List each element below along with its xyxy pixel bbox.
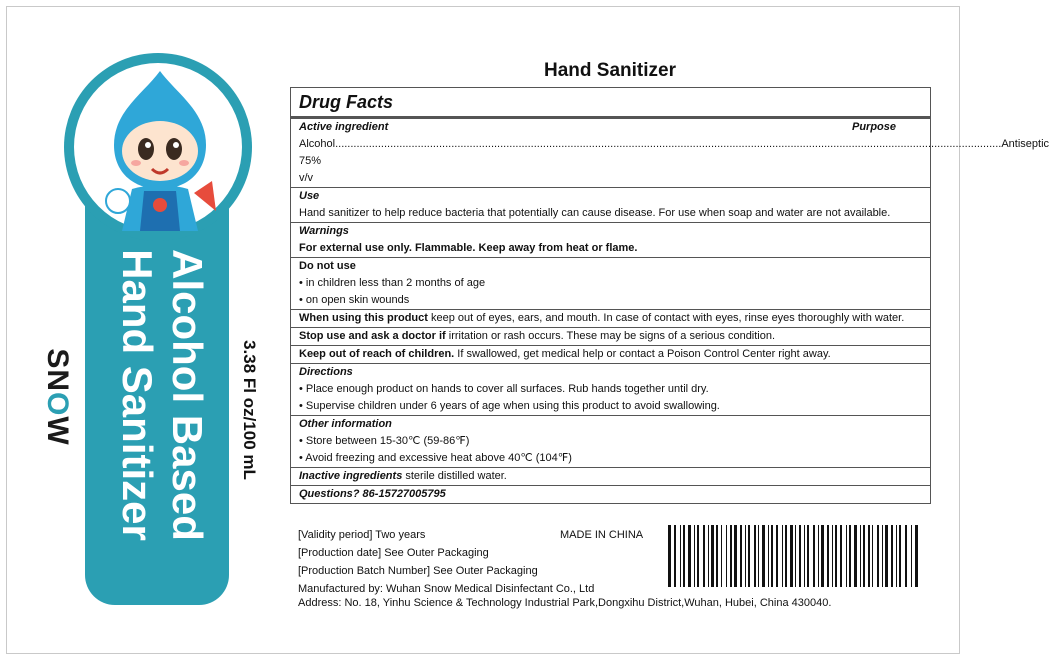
barcode-bar [846, 525, 847, 587]
barcode-bar [711, 525, 714, 587]
barcode-bar [688, 525, 691, 587]
when-using-label: When using this product [299, 312, 428, 324]
stop-use-text: irritation or rash occurs. These may be signs of a serious condition. [445, 330, 776, 342]
barcode-bar [911, 525, 912, 587]
barcode-bar [776, 525, 778, 587]
inactive-section [291, 468, 930, 486]
keep-out-label: Keep out of reach of children. [299, 348, 455, 360]
barcode-bar [835, 525, 837, 587]
directions-section [291, 364, 930, 416]
title-line-2: Hand Sanitizer [114, 249, 161, 541]
barcode-bar [807, 525, 809, 587]
manufacturer: Manufactured by: Wuhan Snow Medical Disinfectant Co., Ltd [298, 583, 595, 595]
barcode-bar [891, 525, 893, 587]
questions-text: Questions? 86-15727005795 [299, 488, 446, 500]
batch-number: [Production Batch Number] See Outer Packaging [298, 565, 538, 577]
when-using-section [291, 310, 930, 328]
barcode-bar [868, 525, 870, 587]
barcode-bar [821, 525, 824, 587]
barcode-bar [734, 525, 737, 587]
warnings-label: Warnings [299, 225, 349, 237]
barcode-bar [877, 525, 879, 587]
list-item: • Supervise children under 6 years of age when using this product to avoid swallowing. [299, 400, 720, 412]
list-item: • Store between 15-30℃ (59-86℉) [299, 435, 470, 447]
barcode-bar [818, 525, 819, 587]
warnings-section [291, 223, 930, 258]
barcode-bar [697, 525, 699, 587]
barcode-bar [703, 525, 705, 587]
do-not-use-label: Do not use [299, 260, 356, 272]
barcode-bar [915, 525, 918, 587]
inactive-label: Inactive ingredients [299, 470, 403, 482]
do-not-use-section [291, 258, 930, 310]
barcode-bar [668, 525, 671, 587]
barcode-bar [860, 525, 861, 587]
barcode-bar [885, 525, 888, 587]
barcode-bar [782, 525, 783, 587]
barcode-bar [804, 525, 805, 587]
barcode-bar [716, 525, 718, 587]
drug-facts-title: Drug Facts [291, 88, 930, 119]
validity-period: [Validity period] Two years [298, 529, 426, 541]
questions-section [291, 486, 930, 503]
made-in: MADE IN CHINA [560, 529, 644, 541]
barcode-bar [899, 525, 901, 587]
barcode-bar [730, 525, 732, 587]
page-title: Hand Sanitizer [544, 60, 676, 81]
barcode-bar [872, 525, 873, 587]
logo-o-globe-icon: O [41, 392, 74, 417]
barcode-bar [683, 525, 685, 587]
purpose-value: Antiseptic [1001, 138, 1049, 150]
active-ingredient-section: Active ingredient Purpose Alcohol 75% v/v .......................................................................................................................................................................................................................... Antiseptic [291, 119, 930, 188]
barcode-bar [754, 525, 756, 587]
warnings-text: For external use only. Flammable. Keep away from heat or flame. [299, 242, 638, 254]
barcode-bar [740, 525, 742, 587]
production-info [298, 526, 594, 598]
barcode-bar [708, 525, 709, 587]
ingredient-value: Alcohol 75% v/v [299, 138, 336, 184]
list-item: • Place enough product on hands to cover all surfaces. Rub hands together until dry. [299, 383, 709, 395]
barcode-icon [668, 525, 930, 587]
production-date: [Production date] See Outer Packaging [298, 547, 489, 559]
barcode-bar [790, 525, 793, 587]
use-text: Hand sanitizer to help reduce bacteria that potentially can cause disease. For use when soap and water are not available. [299, 207, 891, 219]
barcode-bar [905, 525, 907, 587]
barcode-bar [748, 525, 750, 587]
barcode-bar [745, 525, 746, 587]
drug-facts-panel [290, 87, 1049, 504]
barcode-bar [840, 525, 842, 587]
barcode-bar [694, 525, 695, 587]
barcode-bar [854, 525, 857, 587]
list-item: • Avoid freezing and excessive heat above 40℃ (104℉) [299, 452, 572, 464]
product-title-vertical [102, 205, 212, 585]
barcode-bar [758, 525, 759, 587]
barcode-bar [813, 525, 815, 587]
barcode-bar [882, 525, 883, 587]
barcode-bar [680, 525, 681, 587]
net-volume: 3.38 Fl oz/100 mL [240, 340, 259, 480]
directions-label: Directions [299, 366, 353, 378]
use-label: Use [299, 190, 320, 202]
use-section [291, 188, 930, 223]
address: Address: No. 18, Yinhu Science & Technology Industrial Park,Dongxihu District,Wuhan, Hubei, China 430040. [298, 597, 832, 609]
barcode-bar [721, 525, 722, 587]
brand-logo: SNOW [41, 348, 74, 446]
when-using-text: keep out of eyes, ears, and mouth. In case of contact with eyes, rinse eyes thoroughly with water. [427, 312, 905, 324]
keep-out-text: If swallowed, get medical help or contact a Poison Control Center right away. [454, 348, 831, 360]
active-ingredient-label: Active ingredient [299, 121, 389, 133]
barcode-bar [768, 525, 769, 587]
barcode-bar [832, 525, 833, 587]
barcode-bar [726, 525, 727, 587]
title-line-1: Alcohol Based [164, 249, 211, 541]
stop-use-label: Stop use and ask a doctor if [299, 330, 446, 342]
stop-use-section [291, 328, 930, 346]
barcode-bar [785, 525, 787, 587]
barcode-bar [799, 525, 801, 587]
barcode-bar [849, 525, 851, 587]
list-item: • on open skin wounds [299, 294, 410, 306]
barcode-bar [795, 525, 796, 587]
purpose-label: Purpose [851, 121, 896, 133]
barcode-bar [863, 525, 865, 587]
list-item: • in children less than 2 months of age [299, 277, 486, 289]
barcode-bar [771, 525, 773, 587]
barcode-bar [827, 525, 829, 587]
barcode-bar [762, 525, 765, 587]
keep-out-section [291, 346, 930, 364]
barcode-bar [896, 525, 897, 587]
other-info-section [291, 416, 930, 468]
barcode-bar [674, 525, 676, 587]
other-info-label: Other information [299, 418, 392, 430]
inactive-text: sterile distilled water. [402, 470, 507, 482]
